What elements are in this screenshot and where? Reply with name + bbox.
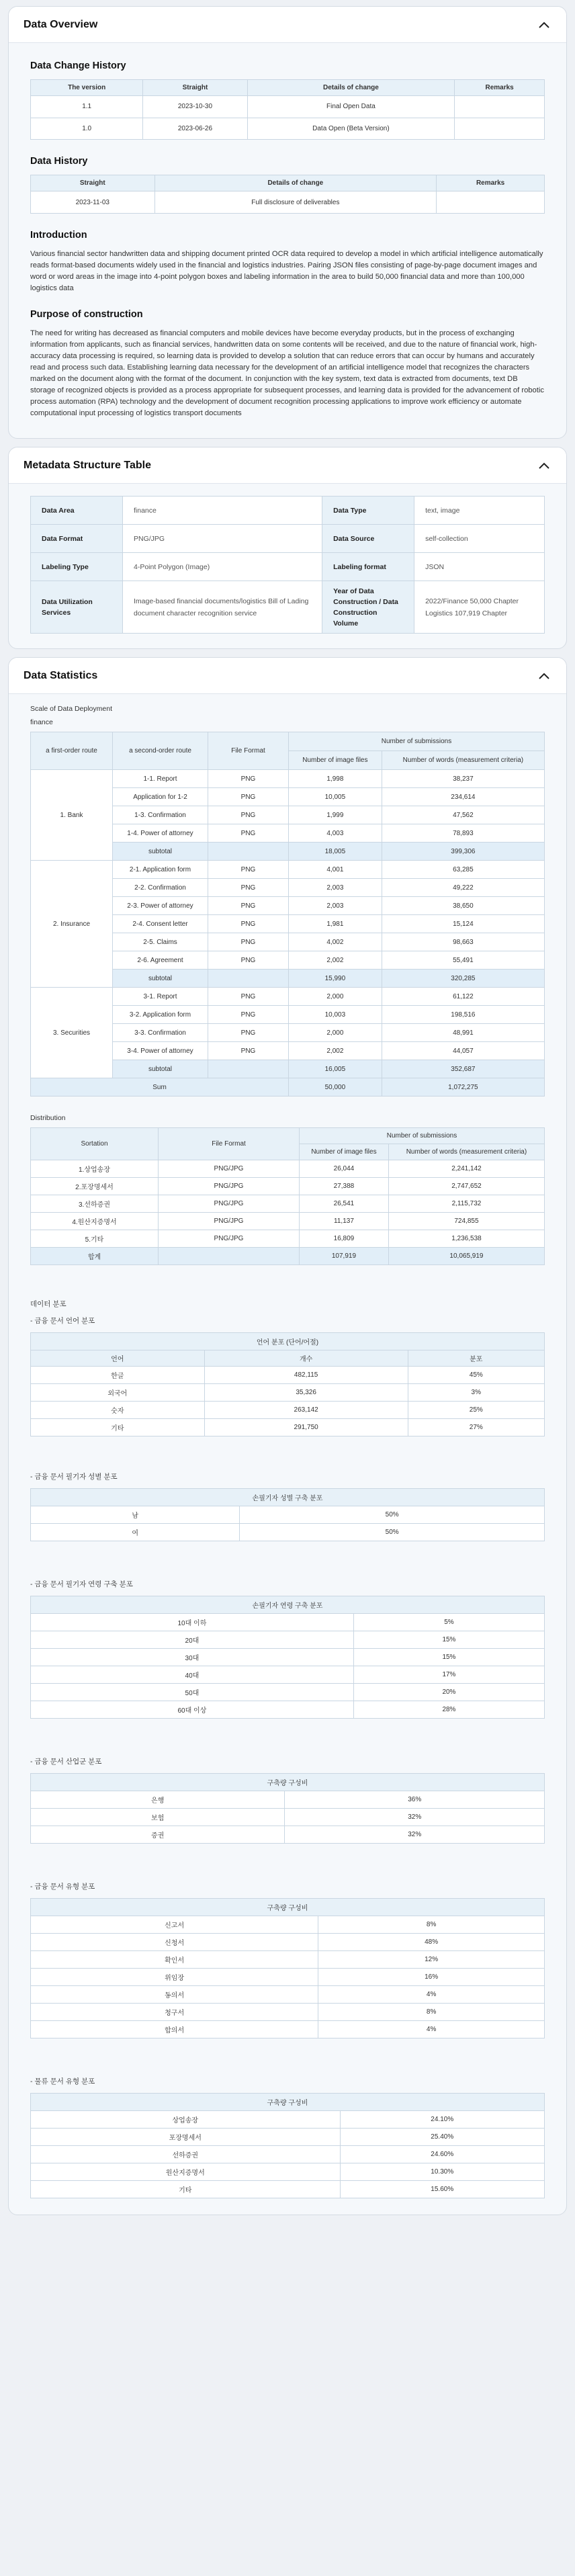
table-header: Straight (143, 80, 247, 96)
table-header: Number of submissions (289, 732, 545, 751)
table-row: 30대 15% (31, 1649, 545, 1666)
metadata-table (30, 496, 545, 634)
doctype-table (30, 1898, 545, 2038)
table-header: 언어 분포 (단어/어절) (31, 1333, 545, 1350)
table-row: 남 50% (31, 1506, 545, 1524)
table-row: 5.기타 PNG/JPG 16,809 1,236,538 (31, 1230, 545, 1248)
table-row: 2-6. Agreement PNG 2,002 55,491 (31, 951, 545, 970)
gender-table (30, 1488, 545, 1541)
table-row: 3.선하증권 PNG/JPG 26,541 2,115,732 (31, 1195, 545, 1213)
subtotal-row: subtotal 16,005 352,687 (31, 1060, 545, 1078)
table-row: 선하증권 24.60% (31, 2146, 545, 2163)
table-header: Number of words (measurement criteria) (382, 751, 544, 770)
table-header: File Format (159, 1128, 300, 1160)
table-row: 포장명세서 25.40% (31, 2129, 545, 2146)
table-row: 1.1 2023-10-30 Final Open Data (31, 96, 545, 118)
table-row: 신청서 48% (31, 1934, 545, 1951)
table-row: 기타 291,750 27% (31, 1419, 545, 1436)
age-title: - 금융 문서 필기자 연령 구축 분포 (30, 1580, 133, 1588)
data-overview-section (8, 6, 567, 439)
ko-distribution-label: 데이터 분포 (30, 1300, 67, 1308)
section-title: Metadata Structure Table (24, 459, 151, 471)
table-row: 2-2. Confirmation PNG 2,003 49,222 (31, 879, 545, 897)
table-row: Labeling Type 4-Point Polygon (Image) Labeling format JSON (31, 553, 545, 581)
subtotal-row: subtotal 18,005 399,306 (31, 843, 545, 861)
table-header: 분포 (408, 1350, 544, 1367)
table-header: 언어 (31, 1350, 205, 1367)
table-row: 청구서 8% (31, 2004, 545, 2021)
table-row: 10대 이하 5% (31, 1614, 545, 1631)
data-statistics-header[interactable] (9, 658, 566, 694)
distribution-label: Distribution (30, 1114, 66, 1122)
table-row: 증권 32% (31, 1826, 545, 1844)
table-row: 60대 이상 28% (31, 1701, 545, 1719)
finance-table (30, 732, 545, 1097)
gender-title: - 금융 문서 필기자 성별 분포 (30, 1473, 118, 1481)
table-header: a first-order route (31, 732, 113, 770)
table-header: 손필기자 연령 구축 분포 (31, 1596, 545, 1614)
table-header: The version (31, 80, 143, 96)
table-row: 3-2. Application form PNG 10,003 198,516 (31, 1006, 545, 1024)
table-header: Number of submissions (300, 1128, 545, 1144)
data-overview-header[interactable] (9, 7, 566, 43)
table-header: File Format (208, 732, 289, 770)
table-row: 40대 17% (31, 1666, 545, 1684)
table-header: 개수 (204, 1350, 408, 1367)
table-row: 1-4. Power of attorney PNG 4,003 78,893 (31, 824, 545, 843)
table-row: 1.상업송장 PNG/JPG 26,044 2,241,142 (31, 1160, 545, 1178)
table-header: Remarks (437, 175, 545, 191)
table-row: 3-3. Confirmation PNG 2,000 48,991 (31, 1024, 545, 1042)
table-row: 동의서 4% (31, 1986, 545, 2004)
table-header: Details of change (154, 175, 437, 191)
logistics-table (30, 2093, 545, 2198)
industry-title: - 금융 문서 산업군 분포 (30, 1758, 102, 1766)
table-row: Data Format PNG/JPG Data Source self-collection (31, 525, 545, 553)
change-history-heading: Data Change History (30, 60, 126, 71)
table-header: Number of image files (300, 1144, 389, 1160)
table-row: 1.0 2023-06-26 Data Open (Beta Version) (31, 118, 545, 140)
table-row: 상업송장 24.10% (31, 2111, 545, 2129)
table-header: Details of change (247, 80, 455, 96)
table-header: Number of words (measurement criteria) (388, 1144, 544, 1160)
table-row: 2-5. Claims PNG 4,002 98,663 (31, 933, 545, 951)
purpose-text: The need for writing has decreased as financial computers and mobile devices have become everyday products, but in the process of exchanging information from applicants, such as financial services, handwritten data on some contents will be received, and due to the nature of financial work, high-accuracy data processing is required, so learning data is provided to develop a solution that can reduce errors that can occur by humans and accurately read and process such data. Establishing learning data necessary for the development of an artificial intelligence model that recognizes the characters marked on the document along with the format of the document. In conjunction with the key system, text data is extracted from documents, text DB storage of recognized objects is provided as a process appropriate for subsequent processes, and learning data is provided for the advancement of robotic process automation (RPA) technology and the development of document recognition processing applications to improve work efficiency or automate computational input processing of logistics transport documents (30, 329, 544, 417)
language-table (30, 1332, 545, 1436)
table-row: 50대 20% (31, 1684, 545, 1701)
table-row: 위임장 16% (31, 1969, 545, 1986)
subtotal-row: subtotal 15,990 320,285 (31, 970, 545, 988)
table-row: 합의서 4% (31, 2021, 545, 2038)
table-row: 기타 15.60% (31, 2181, 545, 2198)
table-row: 2023-11-03 Full disclosure of deliverables (31, 191, 545, 214)
table-row: 확인서 12% (31, 1951, 545, 1969)
sum-row: Sum 50,000 1,072,275 (31, 1078, 545, 1097)
table-row: 여 50% (31, 1524, 545, 1541)
data-history-table (30, 175, 545, 214)
metadata-header[interactable] (9, 447, 566, 484)
table-row: 3-4. Power of attorney PNG 2,002 44,057 (31, 1042, 545, 1060)
table-row: Application for 1-2 PNG 10,005 234,614 (31, 788, 545, 806)
purpose-heading: Purpose of construction (30, 309, 143, 320)
section-title: Data Statistics (24, 669, 98, 681)
table-row: 2-3. Power of attorney PNG 2,003 38,650 (31, 897, 545, 915)
scale-label: Scale of Data Deployment (30, 705, 112, 713)
chevron-up-icon[interactable] (537, 458, 551, 473)
section-title: Data Overview (24, 18, 98, 30)
chevron-up-icon[interactable] (537, 669, 551, 683)
distribution-table (30, 1127, 545, 1265)
table-header: 구축량 구성비 (31, 1899, 545, 1916)
doctype-title: - 금융 문서 유형 분포 (30, 1883, 95, 1891)
table-row: 1-3. Confirmation PNG 1,999 47,562 (31, 806, 545, 824)
metadata-section (8, 447, 567, 649)
change-history-table (30, 79, 545, 140)
table-row: 2. Insurance 2-1. Application form PNG 4,001 63,285 (31, 861, 545, 879)
table-row: 숫자 263,142 25% (31, 1402, 545, 1419)
total-row: 합계 107,919 10,065,919 (31, 1248, 545, 1265)
table-header: 구축량 구성비 (31, 1774, 545, 1791)
table-row: 보험 32% (31, 1809, 545, 1826)
table-row: Data Area finance Data Type text, image (31, 497, 545, 525)
table-row: 3. Securities 3-1. Report PNG 2,000 61,122 (31, 988, 545, 1006)
table-header: Remarks (455, 80, 545, 96)
table-row: 1. Bank 1-1. Report PNG 1,998 38,237 (31, 770, 545, 788)
data-statistics-section (8, 657, 567, 2215)
table-row: 원산지증명서 10.30% (31, 2163, 545, 2181)
table-row: 4.원산지증명서 PNG/JPG 11,137 724,855 (31, 1213, 545, 1230)
table-row: 한글 482,115 45% (31, 1367, 545, 1384)
logistics-title: - 물류 문서 유형 분포 (30, 2077, 95, 2086)
table-header: Straight (31, 175, 155, 191)
table-row: 외국어 35,326 3% (31, 1384, 545, 1402)
table-header: 손필기자 성별 구축 분포 (31, 1489, 545, 1506)
table-row: 2.포장명세서 PNG/JPG 27,388 2,747,652 (31, 1178, 545, 1195)
table-row: Data Utilization Services Image-based financial documents/logistics Bill of Lading document character recognition service Year of Data Construction / Data Construction Volume 2022/Finance 50,000 Chapter Logistics 107,919 Chapter (31, 581, 545, 634)
age-table (30, 1596, 545, 1719)
intro-text: Various financial sector handwritten data and shipping document printed OCR data required to develop a model in which artificial intelligence automatically reads format-based documents widely used in the financial and logistics industries. Pairing JSON files consisting of page-by-page document images and word or word areas in the image into 4-point polygon boxes and labeling information in the area to build 50,000 financial data and more than 100,000 logistics data (30, 250, 543, 292)
table-row: 20대 15% (31, 1631, 545, 1649)
table-row: 신고서 8% (31, 1916, 545, 1934)
chevron-up-icon[interactable] (537, 17, 551, 32)
table-row: 은행 36% (31, 1791, 545, 1809)
lang-title: - 금융 문서 언어 분포 (30, 1317, 95, 1325)
table-header: Sortation (31, 1128, 159, 1160)
table-row: 2-4. Consent letter PNG 1,981 15,124 (31, 915, 545, 933)
table-header: 구축량 구성비 (31, 2094, 545, 2111)
data-history-heading: Data History (30, 156, 88, 167)
finance-label: finance (30, 718, 53, 726)
intro-heading: Introduction (30, 230, 87, 241)
industry-table (30, 1773, 545, 1844)
table-header: a second-order route (113, 732, 208, 770)
table-header: Number of image files (289, 751, 382, 770)
